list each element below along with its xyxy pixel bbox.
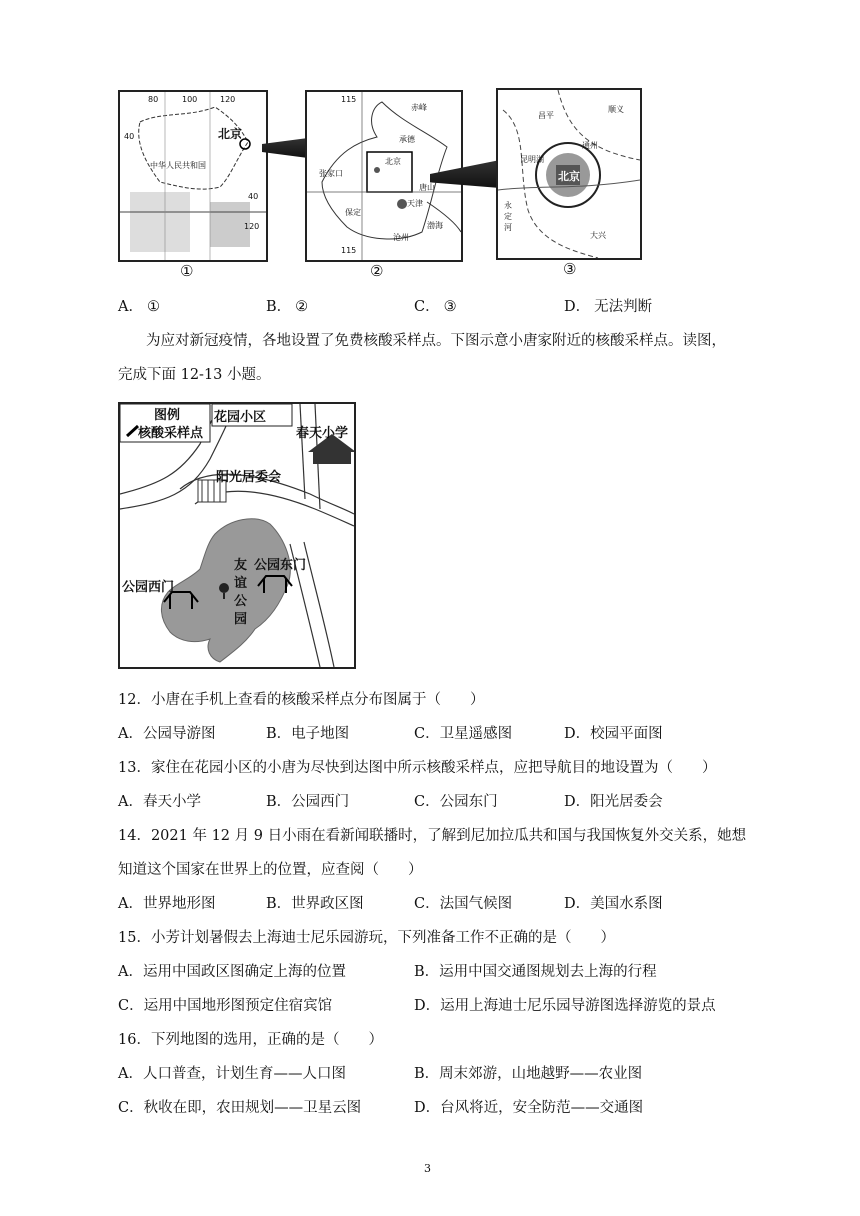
map-3-label-yongding: 永定河 <box>504 201 512 232</box>
q15-option-a: A．运用中国政区图确定上海的位置 <box>118 964 346 980</box>
sampling-map-drawing <box>120 404 354 667</box>
q12-option-d: D．校园平面图 <box>564 726 663 742</box>
q15-option-d: D．运用上海迪士尼乐园导游图选择游览的景点 <box>414 998 716 1014</box>
intro-line-1: 为应对新冠疫情，各地设置了免费核酸采样点。下图示意小唐家附近的核酸采样点。读图， <box>146 333 726 349</box>
map-1-tick-left: 40 <box>124 132 135 141</box>
legend-item-sampling-point: 核酸采样点 <box>138 426 204 441</box>
map-2-label-zhangjiakou: 张家口 <box>319 169 343 178</box>
label-sunshine-committee: 阳光居委会 <box>216 470 282 485</box>
map-2-label-cangzhou: 沧州 <box>393 233 409 242</box>
map-3-label-kunming: 昆明湖 <box>520 155 544 164</box>
q12-stem: 12．小唐在手机上查看的核酸采样点分布图属于（ ） <box>118 692 485 708</box>
q14-stem-continued: 知道这个国家在世界上的位置，应查阅（ ） <box>118 862 423 878</box>
map-1-tick-right-120: 120 <box>244 222 260 231</box>
q13-option-c: C．公园东门 <box>414 794 498 810</box>
label-park-char-3: 公 <box>234 594 248 609</box>
sampling-map <box>118 402 356 669</box>
map-2-caption: ② <box>370 262 384 280</box>
q15-option-b: B．运用中国交通图规划去上海的行程 <box>414 964 657 980</box>
label-spring-school: 春天小学 <box>296 426 349 441</box>
map-2-label-bohai: 渤海 <box>427 221 443 230</box>
label-park-char-4: 园 <box>234 612 248 627</box>
q13-option-d: D．阳光居委会 <box>564 794 663 810</box>
map-2-label-baoding: 保定 <box>345 208 361 217</box>
intro-line-2: 完成下面 12-13 小题。 <box>118 367 271 383</box>
label-park-char-2: 谊 <box>234 576 248 591</box>
q15-option-c: C．运用中国地形图预定住宿宾馆 <box>118 998 333 1014</box>
q16-stem: 16．下列地图的选用，正确的是（ ） <box>118 1032 383 1048</box>
q14-stem: 14．2021 年 12 月 9 日小雨在看新闻联播时，了解到尼加拉瓜共和国与我国恢复外交关系，她想 <box>118 828 747 844</box>
map-connector-1 <box>262 138 308 158</box>
map-2-tick-bottom: 115 <box>341 246 357 255</box>
q13-stem: 13．家住在花园小区的小唐为尽快到达图中所示核酸采样点，应把导航目的地设置为（ ） <box>118 760 717 776</box>
map-1-label-china: 中华人民共和国 <box>150 161 206 170</box>
map-1-caption: ① <box>180 262 194 280</box>
map-1-tick-right-40: 40 <box>248 192 259 201</box>
map-3-label-shunyi: 顺义 <box>608 105 624 114</box>
q11-option-d: D． 无法判断 <box>564 299 653 315</box>
q13-option-b: B．公园西门 <box>266 794 350 810</box>
label-park-east-gate: 公园东门 <box>254 558 307 573</box>
q11-option-c: C． ③ <box>414 299 457 315</box>
q16-option-d: D．台风将近，安全防范——交通图 <box>414 1100 644 1116</box>
q14-option-b: B．世界政区图 <box>266 896 364 912</box>
map-2-tick-top: 115 <box>341 95 357 104</box>
map-3-label-changping: 昌平 <box>538 111 554 120</box>
q12-option-c: C．卫星遥感图 <box>414 726 513 742</box>
q11-option-b: B． ② <box>266 299 309 315</box>
q12-option-b: B．电子地图 <box>266 726 350 742</box>
map-1-tick-100: 100 <box>182 95 198 104</box>
map-1-tick-80: 80 <box>148 95 159 104</box>
map-2-label-chifeng: 赤峰 <box>411 103 427 112</box>
map-2-label-tangshan: 唐山 <box>419 183 435 192</box>
label-park-west-gate: 公园西门 <box>122 580 175 595</box>
q11-option-a: A． ① <box>118 299 160 315</box>
map-2-label-chengde: 承德 <box>399 135 415 144</box>
map-1-tick-120: 120 <box>220 95 236 104</box>
label-garden-community: 花园小区 <box>214 410 267 425</box>
q14-option-a: A．世界地形图 <box>118 896 216 912</box>
map-3-label-beijing: 北京 <box>558 170 580 183</box>
map-2-label-tianjin: 天津 <box>407 199 423 208</box>
map-3-label-daxing: 大兴 <box>590 231 606 240</box>
q15-stem: 15．小芳计划暑假去上海迪士尼乐园游玩，下列准备工作不正确的是（ ） <box>118 930 615 946</box>
q14-option-c: C．法国气候图 <box>414 896 513 912</box>
map-1-label-beijing: 北京 <box>218 127 243 141</box>
q16-option-c: C．秋收在即，农田规划——卫星云图 <box>118 1100 362 1116</box>
label-park-char-1: 友 <box>234 558 248 573</box>
map-3-label-tongzhou: 通州 <box>582 141 598 150</box>
q13-option-a: A．春天小学 <box>118 794 201 810</box>
map-3 <box>496 88 642 260</box>
q16-option-a: A．人口普查，计划生育——人口图 <box>118 1066 346 1082</box>
legend-title: 图例 <box>154 408 181 423</box>
q16-option-b: B．周末郊游，山地越野——农业图 <box>414 1066 643 1082</box>
page-number: 3 <box>424 1162 431 1175</box>
map-1 <box>118 90 268 262</box>
map-3-caption: ③ <box>563 260 577 278</box>
q14-option-d: D．美国水系图 <box>564 896 663 912</box>
map-1-drawing <box>120 92 266 260</box>
q12-option-a: A．公园导游图 <box>118 726 216 742</box>
map-2-label-beijing: 北京 <box>385 157 401 166</box>
